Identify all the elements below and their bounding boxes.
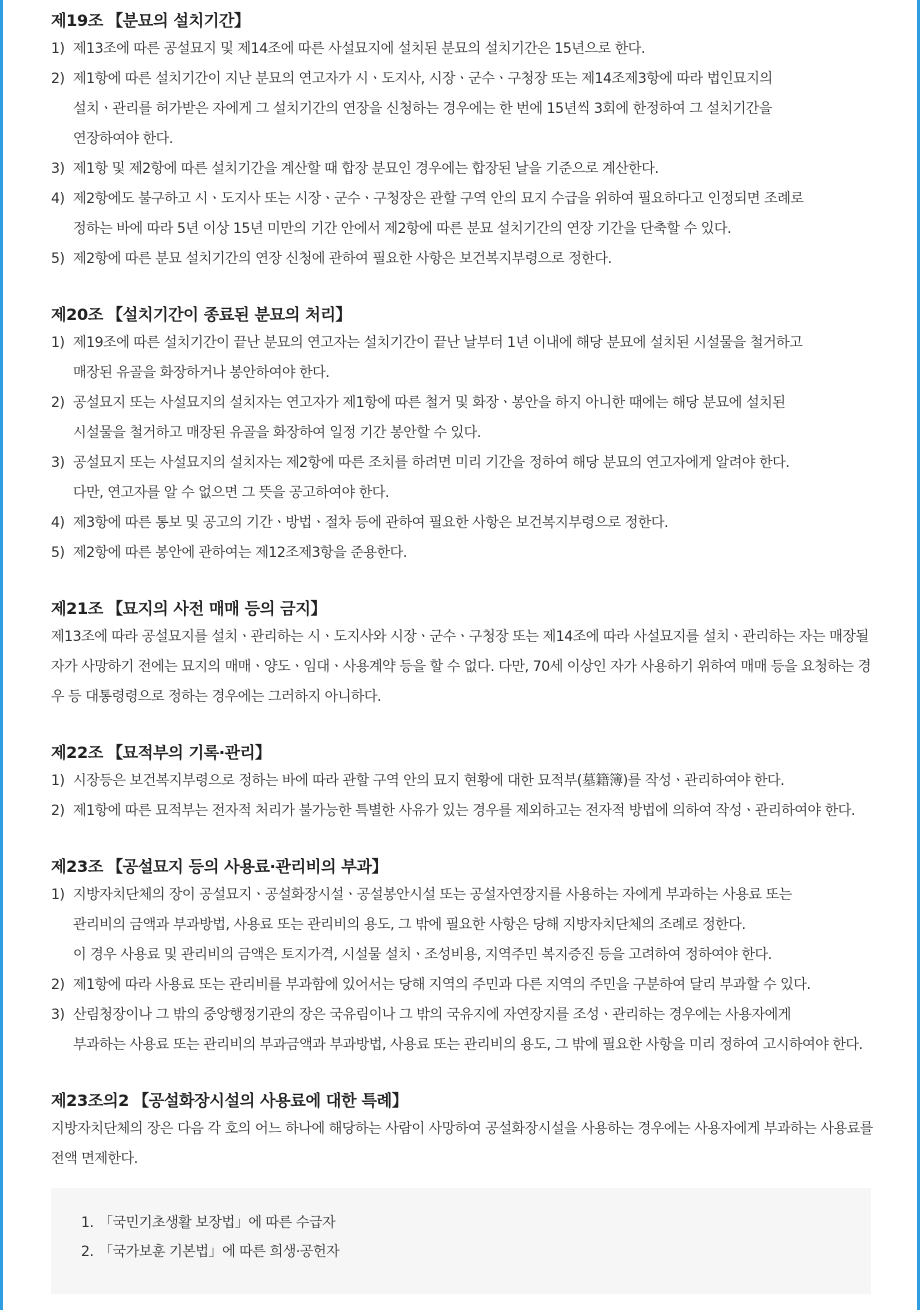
list-item: 1) 시장등은 보건복지부령으로 정하는 바에 따라 관할 구역 안의 묘지 현황에 대한 묘적부(墓籍簿)를 작성ㆍ관리하여야 한다. bbox=[51, 773, 785, 789]
article-19-items bbox=[51, 34, 875, 274]
article-19-title: 제19조 【분묘의 설치기간】 bbox=[51, 11, 250, 30]
list-item: 2) 제1항에 따른 설치기간이 지난 분묘의 연고자가 시ㆍ도지사, 시장ㆍ군수ㆍ구청장 또는 제14조제3항에 따라 법인묘지의 설치ㆍ관리를 허가받은 자에게 그 설치기간의 연장을 신청하는 경우에는 한 번에 15년씩 3회에 한정하여 그 설치기간을 연장하여야 한다. bbox=[51, 71, 773, 147]
exemption-list-box bbox=[51, 1188, 871, 1294]
list-item: 3) 산림청장이나 그 밖의 중앙행정기관의 장은 국유림이나 그 밖의 국유지에 자연장지를 조성ㆍ관리하는 경우에는 사용자에게 부과하는 사용료 또는 관리비의 부과금액과 부과방법, 사용료 또는 관리비의 용도, 그 밖에 필요한 사항을 미리 정하여 고시하여야 한다. bbox=[51, 1007, 863, 1053]
list-item: 1. 「국민기초생활 보장법」에 따른 수급자 bbox=[81, 1215, 336, 1231]
article-21-paragraph: 제13조에 따라 공설묘지를 설치ㆍ관리하는 시ㆍ도지사와 시장ㆍ군수ㆍ구청장 또는 제14조에 따라 사설묘지를 설치ㆍ관리하는 자는 매장될 자가 사망하기 전에는 묘지의 매매ㆍ양도ㆍ임대ㆍ사용계약 등을 할 수 없다. 다만, 70세 이상인 자가 사용하기 위하여 매매 등을 요청하는 경우 등 대통령령으로 정하는 경우에는 그러하지 아니하다. bbox=[51, 629, 871, 705]
article-20-items bbox=[51, 328, 875, 568]
article-22-items bbox=[51, 766, 875, 826]
list-item: 2. 「국가보훈 기본법」에 따른 희생·공헌자 bbox=[81, 1244, 340, 1260]
article-23-title: 제23조 【공설묘지 등의 사용료·관리비의 부과】 bbox=[51, 857, 388, 876]
list-item: 5) 제2항에 따른 분묘 설치기간의 연장 신청에 관하여 필요한 사항은 보건복지부령으로 정한다. bbox=[51, 251, 612, 267]
list-item: 3) 공설묘지 또는 사설묘지의 설치자는 제2항에 따른 조치를 하려면 미리 기간을 정하여 해당 분묘의 연고자에게 알려야 한다. 다만, 연고자를 알 수 없으면 그 뜻을 공고하여야 한다. bbox=[51, 455, 790, 501]
article-23-2-paragraph: 지방자치단체의 장은 다음 각 호의 어느 하나에 해당하는 사람이 사망하여 공설화장시설을 사용하는 경우에는 사용자에게 부과하는 사용료를 전액 면제한다. bbox=[51, 1121, 873, 1167]
list-item: 1) 지방자치단체의 장이 공설묘지ㆍ공설화장시설ㆍ공설봉안시설 또는 공설자연장지를 사용하는 자에게 부과하는 사용료 또는 관리비의 금액과 부과방법, 사용료 또는 관리비의 용도, 그 밖에 필요한 사항은 당해 지방자치단체의 조례로 정한다. 이 경우 사용료 및 관리비의 금액은 토지가격, 시설물 설치ㆍ조성비용, 지역주민 복지증진 등을 고려하여 정하여야 한다. bbox=[51, 887, 792, 963]
article-20-title: 제20조 【설치기간이 종료된 분묘의 처리】 bbox=[51, 305, 352, 324]
list-item: 3) 제1항 및 제2항에 따른 설치기간을 계산할 때 합장 분묘인 경우에는 합장된 날을 기준으로 계산한다. bbox=[51, 161, 659, 177]
list-item: 1) 제19조에 따른 설치기간이 끝난 분묘의 연고자는 설치기간이 끝난 날부터 1년 이내에 해당 분묘에 설치된 시설물을 철거하고 매장된 유골을 화장하거나 봉안하여야 한다. bbox=[51, 335, 803, 381]
list-item: 4) 제3항에 따른 통보 및 공고의 기간ㆍ방법ㆍ절차 등에 관하여 필요한 사항은 보건복지부령으로 정한다. bbox=[51, 515, 669, 531]
article-23-2-title: 제23조의2 【공설화장시설의 사용료에 대한 특례】 bbox=[51, 1091, 408, 1110]
article-23-items bbox=[51, 880, 875, 1060]
list-item: 2) 공설묘지 또는 사설묘지의 설치자는 연고자가 제1항에 따른 철거 및 화장ㆍ봉안을 하지 아니한 때에는 해당 분묘에 설치된 시설물을 철거하고 매장된 유골을 화장하여 일정 기간 봉안할 수 있다. bbox=[51, 395, 786, 441]
list-item: 4) 제2항에도 불구하고 시ㆍ도지사 또는 시장ㆍ군수ㆍ구청장은 관할 구역 안의 묘지 수급을 위하여 필요하다고 인정되면 조례로 정하는 바에 따라 5년 이상 15년 미만의 기간 안에서 제2항에 따른 분묘 설치기간의 연장 기간을 단축할 수 있다. bbox=[51, 191, 804, 237]
list-item: 1) 제13조에 따른 공설묘지 및 제14조에 따른 사설묘지에 설치된 분묘의 설치기간은 15년으로 한다. bbox=[51, 41, 646, 57]
list-item: 5) 제2항에 따른 봉안에 관하여는 제12조제3항을 준용한다. bbox=[51, 545, 407, 561]
article-22-title: 제22조 【묘적부의 기록·관리】 bbox=[51, 743, 271, 762]
list-item: 2) 제1항에 따른 묘적부는 전자적 처리가 불가능한 특별한 사유가 있는 경우를 제외하고는 전자적 방법에 의하여 작성ㆍ관리하여야 한다. bbox=[51, 803, 856, 819]
article-21-title: 제21조 【묘지의 사전 매매 등의 금지】 bbox=[51, 599, 327, 618]
list-item: 2) 제1항에 따라 사용료 또는 관리비를 부과함에 있어서는 당해 지역의 주민과 다른 지역의 주민을 구분하여 달리 부과할 수 있다. bbox=[51, 977, 811, 993]
document-content bbox=[51, 0, 875, 1294]
